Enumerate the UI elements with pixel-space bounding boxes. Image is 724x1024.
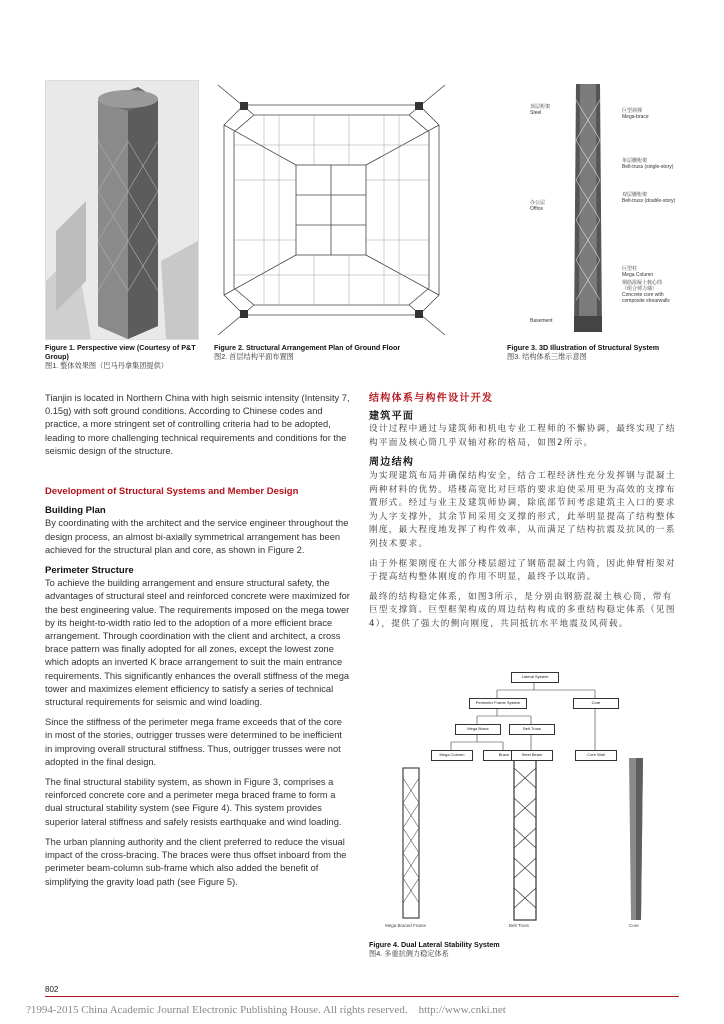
org-l2-perimeter: Perimeter Frame System xyxy=(469,698,527,709)
fig4-label-c: Core xyxy=(629,923,639,928)
building-plan-paragraph: By coordinating with the architect and the service engineer throughout the design process, an almost bi-axially symmetrical arrangement has been achieved for the structural plan and core, as shown in Figure 2. xyxy=(45,518,349,555)
braced-frame-drawing xyxy=(403,768,419,918)
label-steel-cn: 顶层桁架 xyxy=(530,104,551,110)
figure-4-caption xyxy=(369,940,669,958)
perimeter-title-cn: 周边结构 xyxy=(369,457,415,469)
figure-2-caption-en: Figure 2. Structural Arrangement Plan of Ground Floor xyxy=(214,343,401,352)
chinese-column xyxy=(369,392,677,638)
building-plan-title-en: Building Plan xyxy=(45,505,106,517)
label-mega-brace-en: Mega-brace xyxy=(622,114,649,120)
label-steel-en: Steel xyxy=(530,110,542,116)
figure-2-image xyxy=(214,80,449,338)
label-mega-brace-cn: 巨型斜撑 xyxy=(622,108,643,114)
plan-paragraph-cn: 设计过程中通过与建筑师和机电专业工程师的不懈协调，最终实现了结构平面及核心筒几乎双轴对称的格局，如图2所示。 xyxy=(369,424,676,448)
label-office xyxy=(530,200,545,212)
figure-3-caption-cn: 图3. 结构体系三维示意图 xyxy=(507,352,587,361)
perimeter-paragraph-3: The final structural stability system, as shown in Figure 3, comprises a reinforced concrete core and a perimeter mega braced frame to form a dual structural stability system (see Figure 4). This system provides superior lateral stiffness and safely resists earthquake and wind loading. xyxy=(45,777,342,827)
figure-4-caption-cn: 图4. 多重抗侧力稳定体系 xyxy=(369,949,449,958)
label-belt-double-en: Belt-truss (double-story) xyxy=(622,198,676,204)
org-l4-mega-column: Mega Column xyxy=(431,750,473,761)
figure-1-image xyxy=(45,80,199,340)
label-steel xyxy=(530,104,550,116)
label-belt-double xyxy=(622,192,680,204)
figure-1-caption-en: Figure 1. Perspective view (Courtesy of P&T Group) xyxy=(45,343,196,361)
figure-3-caption xyxy=(507,343,697,361)
perimeter-paragraph-cn-2: 由于外框架刚度在大部分楼层超过了钢筋混凝土内筒，因此伸臂桁架对于提高结构整体刚度的作用不明显，最终予以取消。 xyxy=(369,558,676,583)
figure-1-caption-cn: 图1. 整体效果图（巴马丹拿集团提供） xyxy=(45,361,168,370)
perimeter-paragraph-cn-3: 最终的结构稳定体系，如图3所示，是分别由钢筋混凝土核心筒，带有巨型支撑筒、巨型框架构成的周边结构构成的多重结构稳定体系（见图4），提供了强大的侧向刚度，共同抵抗水平地震及风荷载。 xyxy=(369,591,676,629)
tower-3d-structural-drawing xyxy=(570,80,606,338)
org-l4-core-wall: Core Wall xyxy=(575,750,617,761)
perimeter-paragraph-4: The urban planning authority and the client preferred to reduce the visual impact of the cross-bracing. The braces were thus offset inboard from the perimeter beam-column sub-frame which also added the benefit of simplifying the gravity load path (see Figure 5). xyxy=(45,836,347,887)
intro-paragraph: Tianjin is located in Northern China with high seismic intensity (Intensity 7, 0.15g) with soft ground conditions. According to Chinese codes and practice, a more stringent set of controlling criteria had to be adopted, leading to more challenging technical requirements and conditions for the seismic design of the structure. xyxy=(45,393,350,456)
section-title-cn: 结构体系与构件设计开发 xyxy=(369,393,494,404)
label-mega-column xyxy=(622,266,680,278)
figure-2-caption xyxy=(214,343,454,361)
perimeter-title-en: Perimeter Structure xyxy=(45,565,134,577)
org-l4-steel-beam: Steel Beam xyxy=(511,750,553,761)
perimeter-paragraph-1: To achieve the building arrangement and ensure structural safety, the advantages of structural steel and reinforced concrete were maximized for the best engineering value. The requirements imposed on the mega tower by its height-to-width ratio led to the adoption of a more efficient brace arrangement. Through coordination with the client and architect, a cross brace pattern was finally adopted for all zones, except the lowest zone which adopts an inverted K brace arrangement to suit the main entrance requirements. This significantly enhances the overall stiffness of the mega tower and maximizes element efficiency to satisfy a series of technical structural requirements for seismic and wind loading. xyxy=(45,578,350,708)
figure-3-image xyxy=(530,80,680,338)
label-mega-column-cn: 巨型柱 xyxy=(622,266,638,272)
label-belt-single-en: Belt-truss (single-story) xyxy=(622,164,674,170)
core-drawing xyxy=(629,758,643,920)
perimeter-paragraph-2: Since the stiffness of the perimeter mega frame exceeds that of the core in most of the stories, outrigger trusses were determined to be inefficient in improving overall structural stiffness. Thus, outrigger trusses were not adopted in the final design. xyxy=(45,717,342,767)
english-column xyxy=(45,392,350,896)
org-l2-core: Core xyxy=(573,698,619,709)
label-belt-single-cn: 单层腰桁架 xyxy=(622,158,648,164)
label-belt-double-cn: 双层腰桁架 xyxy=(622,192,648,198)
footer-copyright: ?1994-2015 China Academic Journal Electronic Publishing House. All rights reserved. http://www.cnki.net xyxy=(26,1004,506,1016)
footer-rule xyxy=(45,996,679,997)
label-office-en: Office xyxy=(530,206,543,212)
figure-3-caption-en: Figure 3. 3D Illustration of Structural System xyxy=(507,343,660,352)
label-core xyxy=(622,280,680,304)
label-office-cn: 办公层 xyxy=(530,200,546,206)
section-title-en: Development of Structural Systems and Member Design xyxy=(45,486,299,498)
label-core-sub-cn: （组合剪力墙） xyxy=(622,286,658,292)
perimeter-paragraph-cn-1: 为实现建筑布局并确保结构安全，结合工程经济性充分发挥钢与混凝土两种材料的优势。塔楼高宽比对巨塔的要求迫使采用更为高效的支撑布置形式。经过与业主及建筑师协调，除底部节间考虑建筑主入口的要求为人字支撑外，其余节间采用交叉撑的形式，此举明显提高了结构整体刚度，最大程度地发挥了构件效率，从而满足了结构抗震及抗风的一系列技术要求。 xyxy=(369,470,676,549)
label-core-en: Concrete core with composite shearwalls xyxy=(622,292,670,304)
page-number: 802 xyxy=(45,985,59,994)
label-mega-column-en: Mega Column xyxy=(622,272,654,278)
plan-title-cn: 建筑平面 xyxy=(369,410,415,422)
structural-plan-drawing xyxy=(214,80,449,338)
org-l4-brace: Brace xyxy=(483,750,525,761)
label-core-cn: 钢筋混凝土核心筒 xyxy=(622,280,663,286)
figure-4-caption-en: Figure 4. Dual Lateral Stability System xyxy=(369,940,500,949)
fig4-label-b: Belt Truss xyxy=(509,923,530,928)
org-l3-mega-brace: Mega Brace xyxy=(455,724,501,735)
label-basement: Basement xyxy=(530,318,553,324)
org-root: Lateral System xyxy=(511,672,559,683)
belt-truss-drawing xyxy=(514,760,536,920)
figure-2-caption-cn: 图2. 首层结构平面布置图 xyxy=(214,352,294,361)
fig4-label-a: Mega Braced Frame xyxy=(385,923,427,928)
figure-4-image xyxy=(369,668,679,936)
label-mega-brace xyxy=(622,108,680,120)
figure-1-caption xyxy=(45,343,205,370)
label-belt-single xyxy=(622,158,680,170)
tower-perspective-drawing xyxy=(46,81,198,339)
org-l3-belt-truss: Belt Truss xyxy=(509,724,555,735)
